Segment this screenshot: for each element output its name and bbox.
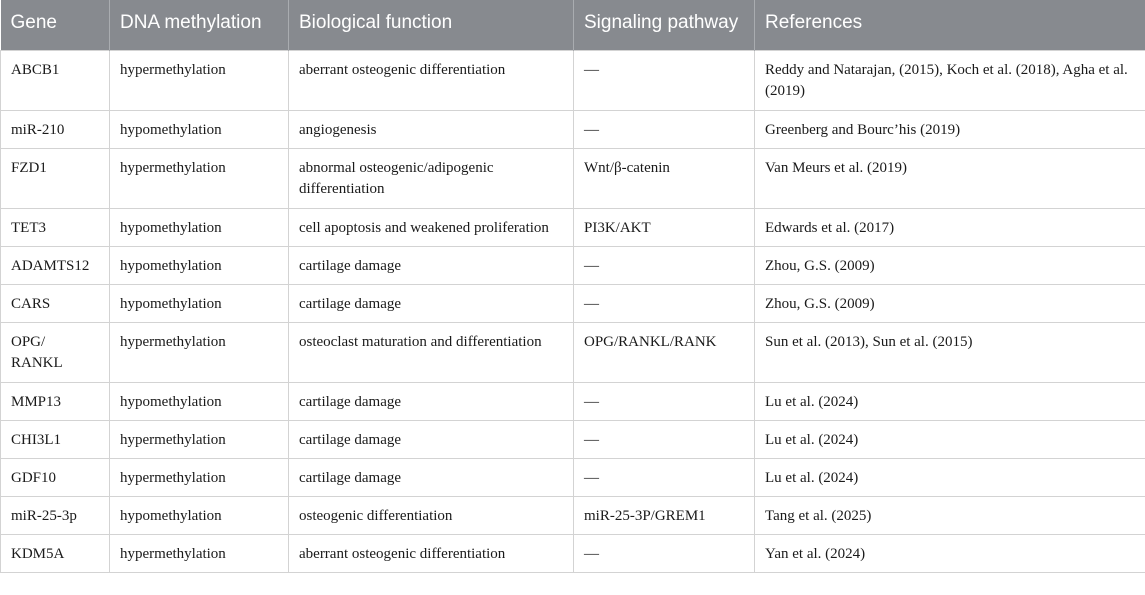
- cell-pathway: OPG/RANKL/RANK: [574, 322, 755, 382]
- cell-gene: CHI3L1: [1, 420, 110, 458]
- cell-function: abnormal osteogenic/adipogenic differentiation: [289, 148, 574, 208]
- cell-methylation: hypomethylation: [110, 208, 289, 246]
- table-body: [1, 50, 1145, 572]
- header-dna-methylation: DNA methylation: [110, 0, 289, 50]
- cell-references: Edwards et al. (2017): [755, 208, 1145, 246]
- cell-gene: CARS: [1, 284, 110, 322]
- cell-pathway: —: [574, 534, 755, 572]
- cell-function: angiogenesis: [289, 110, 574, 148]
- table-row: [1, 496, 1145, 534]
- table-header: [1, 0, 1145, 50]
- cell-pathway: —: [574, 284, 755, 322]
- header-row: [1, 0, 1145, 50]
- header-biological-function: Biological function: [289, 0, 574, 50]
- cell-pathway: —: [574, 246, 755, 284]
- cell-gene: ABCB1: [1, 50, 110, 110]
- cell-references: Zhou, G.S. (2009): [755, 246, 1145, 284]
- cell-function: cartilage damage: [289, 284, 574, 322]
- cell-gene: TET3: [1, 208, 110, 246]
- cell-methylation: hypermethylation: [110, 322, 289, 382]
- cell-gene: OPG/ RANKL: [1, 322, 110, 382]
- cell-references: Tang et al. (2025): [755, 496, 1145, 534]
- cell-function: cartilage damage: [289, 246, 574, 284]
- cell-gene: miR-25-3p: [1, 496, 110, 534]
- cell-methylation: hypermethylation: [110, 420, 289, 458]
- table-row: [1, 110, 1145, 148]
- cell-gene: ADAMTS12: [1, 246, 110, 284]
- cell-function: osteogenic differentiation: [289, 496, 574, 534]
- cell-pathway: —: [574, 458, 755, 496]
- table-row: [1, 420, 1145, 458]
- table-row: [1, 148, 1145, 208]
- header-gene: Gene: [1, 0, 110, 50]
- cell-function: cell apoptosis and weakened proliferation: [289, 208, 574, 246]
- cell-references: Reddy and Natarajan, (2015), Koch et al. (2018), Agha et al. (2019): [755, 50, 1145, 110]
- cell-function: cartilage damage: [289, 420, 574, 458]
- cell-references: Van Meurs et al. (2019): [755, 148, 1145, 208]
- cell-function: osteoclast maturation and differentiation: [289, 322, 574, 382]
- cell-references: Lu et al. (2024): [755, 382, 1145, 420]
- cell-pathway: —: [574, 420, 755, 458]
- cell-pathway: —: [574, 382, 755, 420]
- cell-gene: MMP13: [1, 382, 110, 420]
- cell-methylation: hypomethylation: [110, 110, 289, 148]
- cell-references: Lu et al. (2024): [755, 458, 1145, 496]
- cell-references: Zhou, G.S. (2009): [755, 284, 1145, 322]
- cell-references: Sun et al. (2013), Sun et al. (2015): [755, 322, 1145, 382]
- cell-function: cartilage damage: [289, 382, 574, 420]
- cell-gene: GDF10: [1, 458, 110, 496]
- cell-methylation: hypomethylation: [110, 382, 289, 420]
- cell-references: Greenberg and Bourc’his (2019): [755, 110, 1145, 148]
- cell-methylation: hypomethylation: [110, 246, 289, 284]
- table-row: [1, 208, 1145, 246]
- cell-methylation: hypermethylation: [110, 50, 289, 110]
- cell-methylation: hypomethylation: [110, 496, 289, 534]
- cell-function: aberrant osteogenic differentiation: [289, 50, 574, 110]
- cell-methylation: hypermethylation: [110, 534, 289, 572]
- cell-pathway: PI3K/AKT: [574, 208, 755, 246]
- header-signaling-pathway: Signaling pathway: [574, 0, 755, 50]
- cell-methylation: hypermethylation: [110, 148, 289, 208]
- cell-pathway: Wnt/β-catenin: [574, 148, 755, 208]
- cell-pathway: —: [574, 50, 755, 110]
- cell-gene: KDM5A: [1, 534, 110, 572]
- cell-methylation: hypomethylation: [110, 284, 289, 322]
- cell-function: cartilage damage: [289, 458, 574, 496]
- table-row: [1, 284, 1145, 322]
- cell-pathway: miR-25-3P/GREM1: [574, 496, 755, 534]
- table-row: [1, 382, 1145, 420]
- header-references: References: [755, 0, 1145, 50]
- cell-references: Lu et al. (2024): [755, 420, 1145, 458]
- table-row: [1, 50, 1145, 110]
- table-row: [1, 534, 1145, 572]
- cell-methylation: hypermethylation: [110, 458, 289, 496]
- cell-gene: FZD1: [1, 148, 110, 208]
- table-row: [1, 246, 1145, 284]
- cell-pathway: —: [574, 110, 755, 148]
- cell-function: aberrant osteogenic differentiation: [289, 534, 574, 572]
- table-row: [1, 458, 1145, 496]
- table-row: [1, 322, 1145, 382]
- cell-references: Yan et al. (2024): [755, 534, 1145, 572]
- cell-gene: miR-210: [1, 110, 110, 148]
